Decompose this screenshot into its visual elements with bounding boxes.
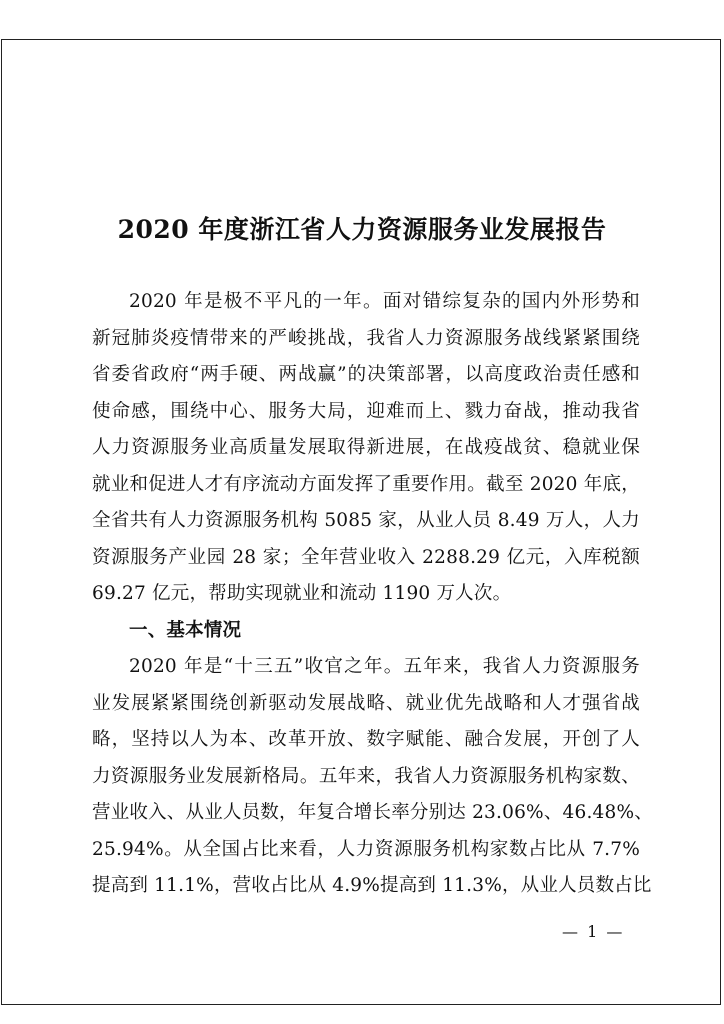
- paragraph-2-line-3: 略，坚持以人为本、改革开放、数字赋能、融合发展，开创了人: [92, 729, 640, 750]
- page-number: — 1 —: [562, 922, 625, 941]
- document-body: [92, 284, 653, 905]
- paragraph-1-line-5: 人力资源服务业高质量发展取得新进展，在战疫战贫、稳就业保: [92, 437, 640, 458]
- document-title: 2020 年度浙江省人力资源服务业发展报告: [117, 215, 607, 244]
- paragraph-1-line-6: 就业和促进人才有序流动方面发挥了重要作用。截至 2020 年底，: [92, 473, 640, 495]
- paragraph-2-line-2: 业发展紧紧围绕创新驱动发展战略、就业优先战略和人才强省战: [92, 692, 640, 714]
- paragraph-1-line-2: 新冠肺炎疫情带来的严峻挑战，我省人力资源服务战线紧紧围绕: [92, 327, 640, 349]
- paragraph-2-line-7: 提高到 11.1%，营收占比从 4.9%提高到 11.3%，从业人员数占比: [92, 875, 652, 896]
- paragraph-2-line-1: 2020 年是“十三五”收官之年。五年来，我省人力资源服务: [129, 656, 640, 677]
- paragraph-2-line-5: 营业收入、从业人员数，年复合增长率分别达 23.06%、46.48%、: [92, 802, 653, 823]
- section-heading: 一、基本情况: [129, 619, 242, 641]
- paragraph-1-line-1: 2020 年是极不平凡的一年。面对错综复杂的国内外形势和: [129, 291, 640, 312]
- paragraph-2-line-4: 力资源服务业发展新格局。五年来，我省人力资源服务机构家数、: [92, 765, 640, 787]
- paragraph-1-line-9: 69.27 亿元，帮助实现就业和流动 1190 万人次。: [92, 583, 512, 604]
- paragraph-2-line-6: 25.94%。从全国占比来看，人力资源服务机构家数占比从 7.7%: [92, 838, 640, 860]
- paragraph-1-line-3: 省委省政府“两手硬、两战赢”的决策部署，以高度政治责任感和: [92, 364, 640, 385]
- paragraph-1-line-4: 使命感，围绕中心、服务大局，迎难而上、戮力奋战，推动我省: [92, 400, 640, 422]
- paragraph-1-line-8: 资源服务产业园 28 家；全年营业收入 2288.29 亿元，入库税额: [92, 546, 640, 568]
- paragraph-1-line-7: 全省共有人力资源服务机构 5085 家，从业人员 8.49 万人，人力: [92, 510, 640, 531]
